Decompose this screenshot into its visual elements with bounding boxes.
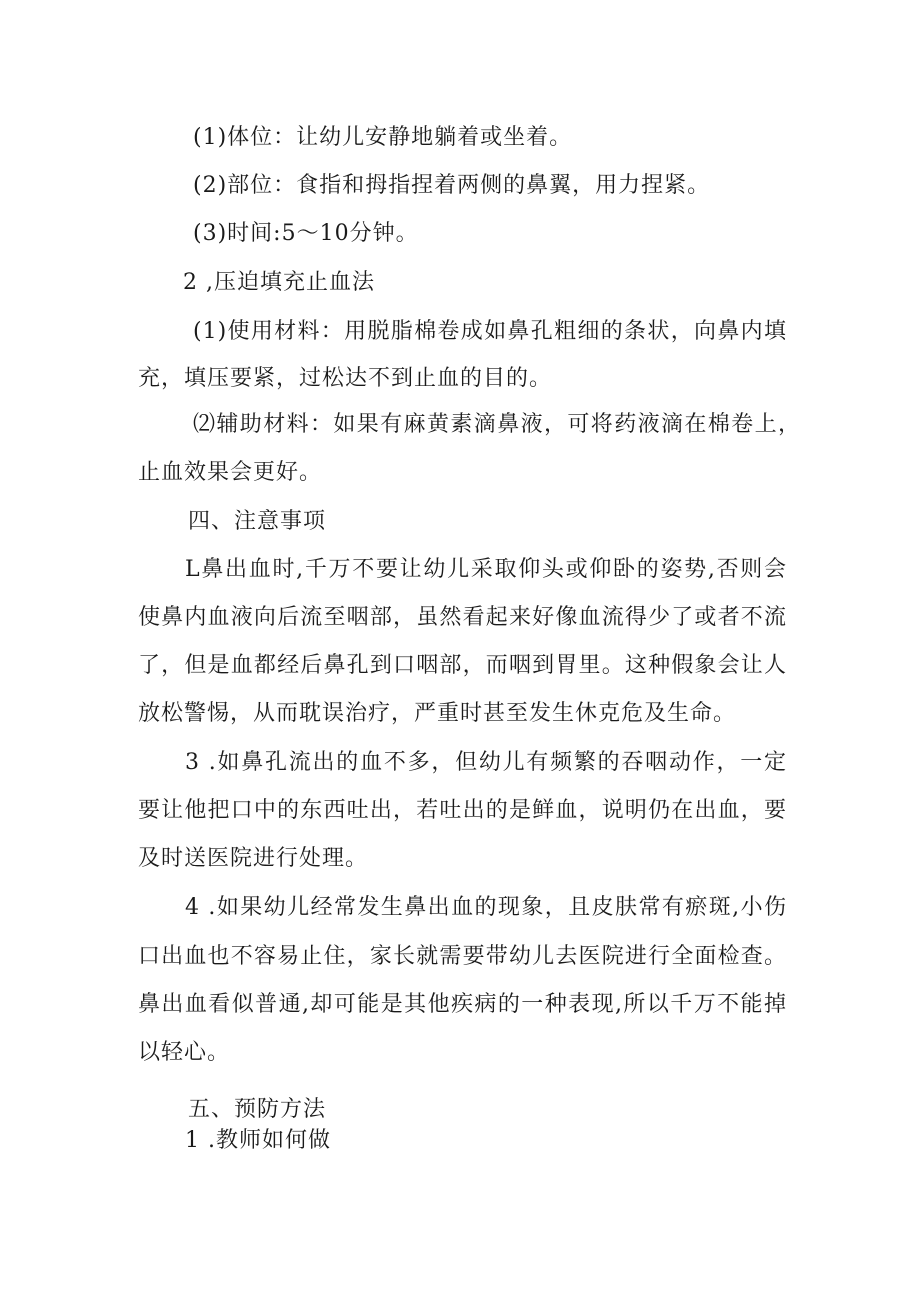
paragraph-aux-materials-line-1: ⑵辅助材料：如果有麻黄素滴鼻液，可将药液滴在棉卷上， xyxy=(193,412,801,437)
list-item-position: (1)体位：让幼儿安静地躺着或坐着。 xyxy=(193,125,573,150)
list-item-duration: (3)时间:5～10分钟。 xyxy=(193,221,419,246)
paragraph-note-3-line-2: 要让他把口中的东西吐出，若吐出的是鲜血，说明仍在出血，要 xyxy=(138,798,787,823)
paragraph-note-4-line-1: 4 .如果幼儿经常发生鼻出血的现象，且皮肤常有瘀斑,小伤 xyxy=(185,895,787,920)
subheading-teacher: 1 .教师如何做 xyxy=(185,1128,331,1153)
paragraph-note-1-line-3: 了，但是血都经后鼻孔到口咽部，而咽到胃里。这种假象会让人 xyxy=(138,653,787,678)
paragraph-note-1-line-1: L鼻出血时,千万不要让幼儿采取仰头或仰卧的姿势,否则会 xyxy=(185,557,787,582)
subheading-compression-method: 2 ,压迫填充止血法 xyxy=(183,270,375,295)
section-title-precautions: 四、注意事项 xyxy=(188,509,327,534)
paragraph-note-4-line-2: 口出血也不容易止住，家长就需要带幼儿去医院进行全面检查。 xyxy=(138,944,787,969)
paragraph-note-3-line-3: 及时送医院进行处理。 xyxy=(138,846,369,871)
paragraph-materials-line-2: 充，填压要紧，过松达不到止血的目的。 xyxy=(138,366,553,391)
paragraph-aux-materials-line-2: 止血效果会更好。 xyxy=(138,460,323,485)
paragraph-materials-line-1: (1)使用材料：用脱脂棉卷成如鼻孔粗细的条状，向鼻内填 xyxy=(193,319,787,344)
section-title-prevention: 五、预防方法 xyxy=(188,1097,327,1122)
paragraph-note-1-line-4: 放松警惕，从而耽误治疗，严重时甚至发生休克危及生命。 xyxy=(138,701,737,726)
list-item-location: (2)部位：食指和拇指捏着两侧的鼻翼，用力捏紧。 xyxy=(193,173,711,198)
paragraph-note-3-line-1: 3 .如鼻孔流出的血不多，但幼儿有频繁的吞咽动作，一定 xyxy=(185,750,787,775)
paragraph-note-1-line-2: 使鼻内血液向后流至咽部，虽然看起来好像血流得少了或者不流 xyxy=(138,605,787,630)
paragraph-note-4-line-3: 鼻出血看似普通,却可能是其他疾病的一种表现,所以千万不能掉 xyxy=(138,992,787,1017)
paragraph-note-4-line-4: 以轻心。 xyxy=(138,1040,231,1065)
